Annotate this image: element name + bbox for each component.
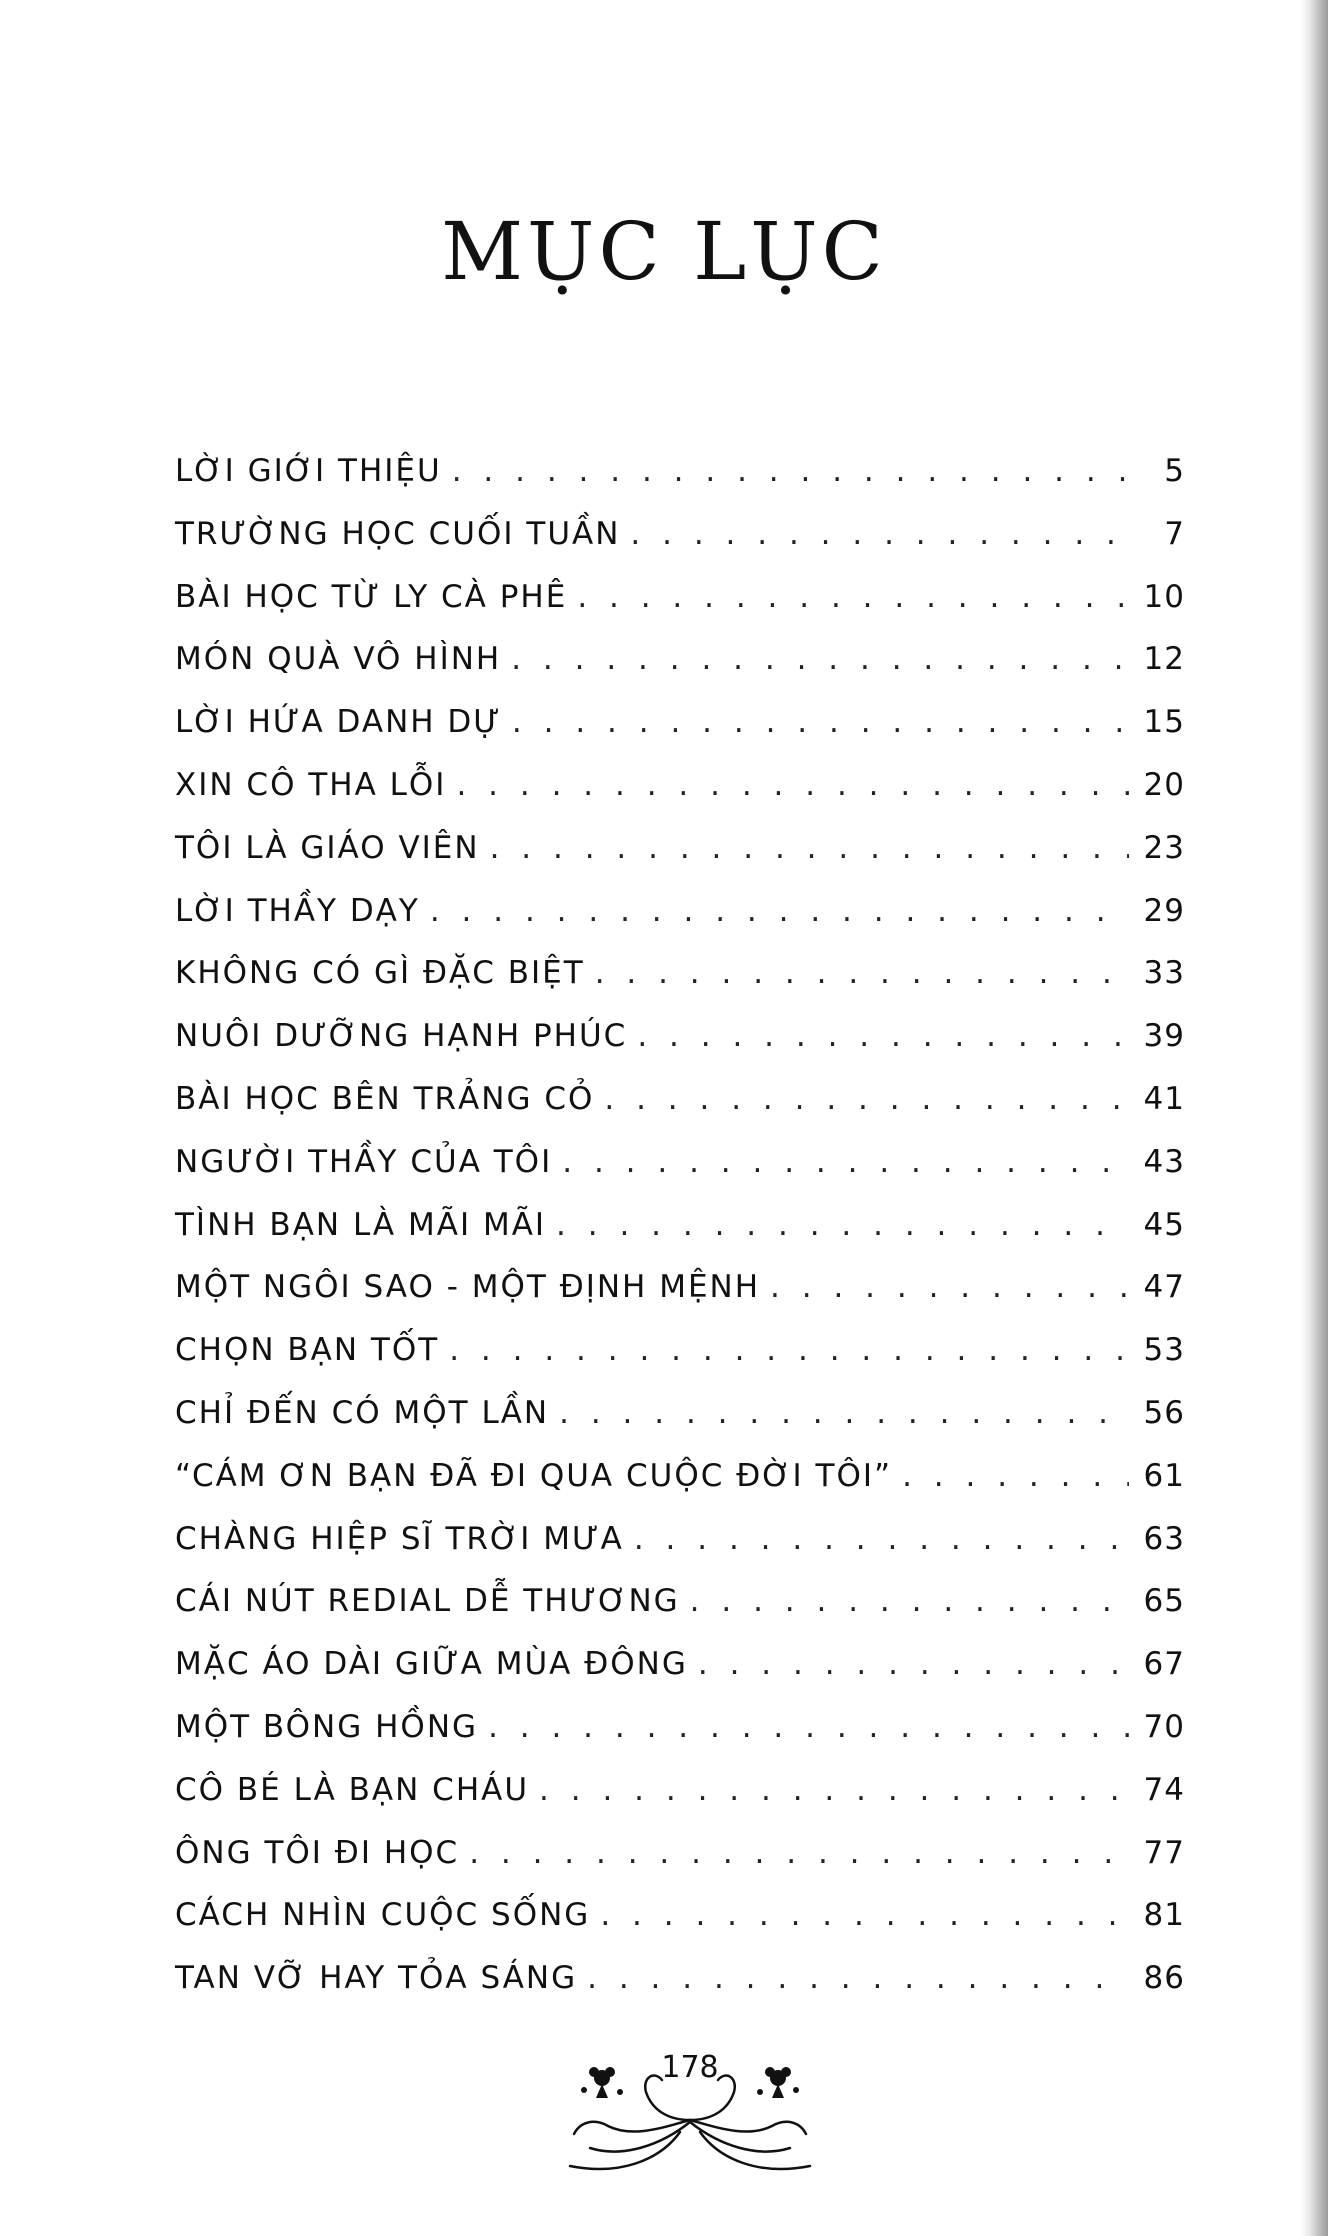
- toc-entry: [175, 1319, 1185, 1382]
- toc-entry-page: 53: [1143, 1332, 1185, 1369]
- toc-entry: [175, 1068, 1185, 1131]
- toc-entry-page: 39: [1143, 1018, 1185, 1055]
- toc-dot-leader: [452, 440, 1129, 503]
- toc-entry-page: 10: [1143, 578, 1185, 615]
- toc-entry: [175, 942, 1185, 1005]
- toc-dot-leader: [539, 1759, 1129, 1822]
- toc-entry-title: TAN VỠ HAY TỎA SÁNG: [175, 1960, 578, 1997]
- toc-dot-leader: [600, 1884, 1129, 1947]
- toc-dot-leader: [770, 1256, 1129, 1319]
- toc-dot-leader: [587, 1947, 1129, 2010]
- toc-entry-title: NUÔI DƯỠNG HẠNH PHÚC: [175, 1018, 628, 1055]
- toc-entry-page: 15: [1143, 704, 1185, 741]
- toc-dot-leader: [562, 1131, 1129, 1194]
- toc-entry-page: 45: [1143, 1206, 1185, 1243]
- toc-entry-title: TRƯỜNG HỌC CUỐI TUẦN: [175, 515, 621, 552]
- page-number: 178: [661, 2050, 719, 2085]
- toc-entry-title: CHỈ ĐẾN CÓ MỘT LẦN: [175, 1394, 550, 1431]
- toc-entry-title: NGƯỜI THẦY CỦA TÔI: [175, 1143, 553, 1180]
- toc-entry-title: LỜI GIỚI THIỆU: [175, 453, 442, 489]
- toc-dot-leader: [698, 1633, 1129, 1696]
- toc-entry: [175, 1005, 1185, 1068]
- toc-dot-leader: [577, 566, 1129, 629]
- toc-dot-leader: [512, 691, 1129, 754]
- right-scroll-middle: [690, 2120, 806, 2134]
- toc-entry-title: TÔI LÀ GIÁO VIÊN: [175, 829, 480, 866]
- toc-dot-leader: [902, 1445, 1129, 1508]
- toc-entry-title: MỘT BÔNG HỒNG: [175, 1708, 479, 1745]
- toc-entry-page: 65: [1143, 1583, 1185, 1620]
- toc-entry: [175, 1131, 1185, 1194]
- toc-dot-leader: [630, 503, 1129, 566]
- toc-dot-leader: [637, 1005, 1129, 1068]
- toc-entry-title: CÁI NÚT REDIAL DỄ THƯƠNG: [175, 1583, 680, 1620]
- toc-dot-leader: [511, 628, 1129, 691]
- toc-dot-leader: [556, 1194, 1129, 1257]
- toc-dot-leader: [595, 942, 1129, 1005]
- toc-entry: [175, 440, 1185, 503]
- toc-entry-page: 12: [1143, 641, 1185, 678]
- toc-entry-title: TÌNH BẠN LÀ MÃI MÃI: [175, 1206, 547, 1243]
- toc-entry-page: 41: [1143, 1080, 1185, 1117]
- toc-entry: [175, 1696, 1185, 1759]
- toc-entry: [175, 1759, 1185, 1822]
- toc-entry-page: 86: [1143, 1960, 1185, 1997]
- toc-dot-leader: [469, 1822, 1129, 1885]
- toc-entry: [175, 503, 1185, 566]
- toc-dot-leader: [604, 1068, 1129, 1131]
- toc-dot-leader: [690, 1570, 1129, 1633]
- toc-entry: [175, 880, 1185, 943]
- toc-entry-title: KHÔNG CÓ GÌ ĐẶC BIỆT: [175, 955, 585, 992]
- toc-dot-leader: [490, 817, 1129, 880]
- toc-entry-page: 63: [1143, 1520, 1185, 1557]
- toc-entry-page: 23: [1143, 829, 1185, 866]
- toc-dot-leader: [456, 754, 1129, 817]
- toc-entry-page: 33: [1143, 955, 1185, 992]
- toc-entry-title: LỜI HỨA DANH DỰ: [175, 704, 502, 741]
- toc-entry-page: 74: [1143, 1771, 1185, 1808]
- toc-entry-title: XIN CÔ THA LỖI: [175, 766, 447, 803]
- toc-entry: [175, 1445, 1185, 1508]
- toc-entry-title: BÀI HỌC BÊN TRẢNG CỎ: [175, 1080, 595, 1117]
- toc-entry-page: 43: [1143, 1143, 1185, 1180]
- left-scroll-middle: [574, 2120, 690, 2134]
- table-of-contents: [175, 440, 1185, 2010]
- page-edge-shadow: [1300, 0, 1328, 2236]
- toc-entry-page: 47: [1143, 1269, 1185, 1306]
- toc-entry: [175, 628, 1185, 691]
- toc-entry: [175, 1633, 1185, 1696]
- toc-entry: [175, 1570, 1185, 1633]
- toc-entry-title: CÔ BÉ LÀ BẠN CHÁU: [175, 1771, 530, 1808]
- toc-dot-leader: [449, 1319, 1129, 1382]
- toc-entry-page: 56: [1143, 1394, 1185, 1431]
- toc-entry: [175, 817, 1185, 880]
- toc-entry: [175, 1256, 1185, 1319]
- toc-entry: [175, 566, 1185, 629]
- toc-entry-page: 77: [1143, 1834, 1185, 1871]
- toc-entry-title: CÁCH NHÌN CUỘC SỐNG: [175, 1897, 591, 1934]
- toc-entry-page: 7: [1164, 515, 1185, 552]
- page-title: MỤC LỤC: [441, 205, 887, 298]
- toc-entry-page: 81: [1143, 1897, 1185, 1934]
- toc-entry-title: MẶC ÁO DÀI GIỮA MÙA ĐÔNG: [175, 1646, 688, 1683]
- toc-dot-leader: [559, 1382, 1129, 1445]
- toc-entry: [175, 754, 1185, 817]
- toc-entry: [175, 1508, 1185, 1571]
- toc-entry: [175, 1382, 1185, 1445]
- toc-entry-page: 20: [1143, 766, 1185, 803]
- toc-entry-title: LỜI THẦY DẠY: [175, 892, 420, 929]
- toc-entry-title: “CÁM ƠN BẠN ĐÃ ĐI QUA CUỘC ĐỜI TÔI”: [175, 1457, 893, 1494]
- toc-dot-leader: [430, 880, 1129, 943]
- toc-dot-leader: [634, 1508, 1129, 1571]
- toc-entry: [175, 1947, 1185, 2010]
- toc-entry-page: 67: [1143, 1646, 1185, 1683]
- toc-entry-title: MÓN QUÀ VÔ HÌNH: [175, 641, 502, 678]
- toc-entry-page: 5: [1164, 453, 1185, 489]
- toc-entry-title: BÀI HỌC TỪ LY CÀ PHÊ: [175, 578, 568, 615]
- toc-dot-leader: [488, 1696, 1129, 1759]
- toc-entry-page: 70: [1143, 1708, 1185, 1745]
- toc-entry-title: ÔNG TÔI ĐI HỌC: [175, 1834, 460, 1871]
- toc-entry: [175, 691, 1185, 754]
- toc-entry: [175, 1194, 1185, 1257]
- toc-entry: [175, 1884, 1185, 1947]
- toc-entry-title: CHỌN BẠN TỐT: [175, 1332, 440, 1369]
- toc-entry-title: MỘT NGÔI SAO - MỘT ĐỊNH MỆNH: [175, 1269, 761, 1306]
- toc-entry-page: 61: [1143, 1457, 1185, 1494]
- toc-entry: [175, 1822, 1185, 1885]
- toc-entry-title: CHÀNG HIỆP SĨ TRỜI MƯA: [175, 1520, 624, 1557]
- toc-entry-page: 29: [1143, 892, 1185, 929]
